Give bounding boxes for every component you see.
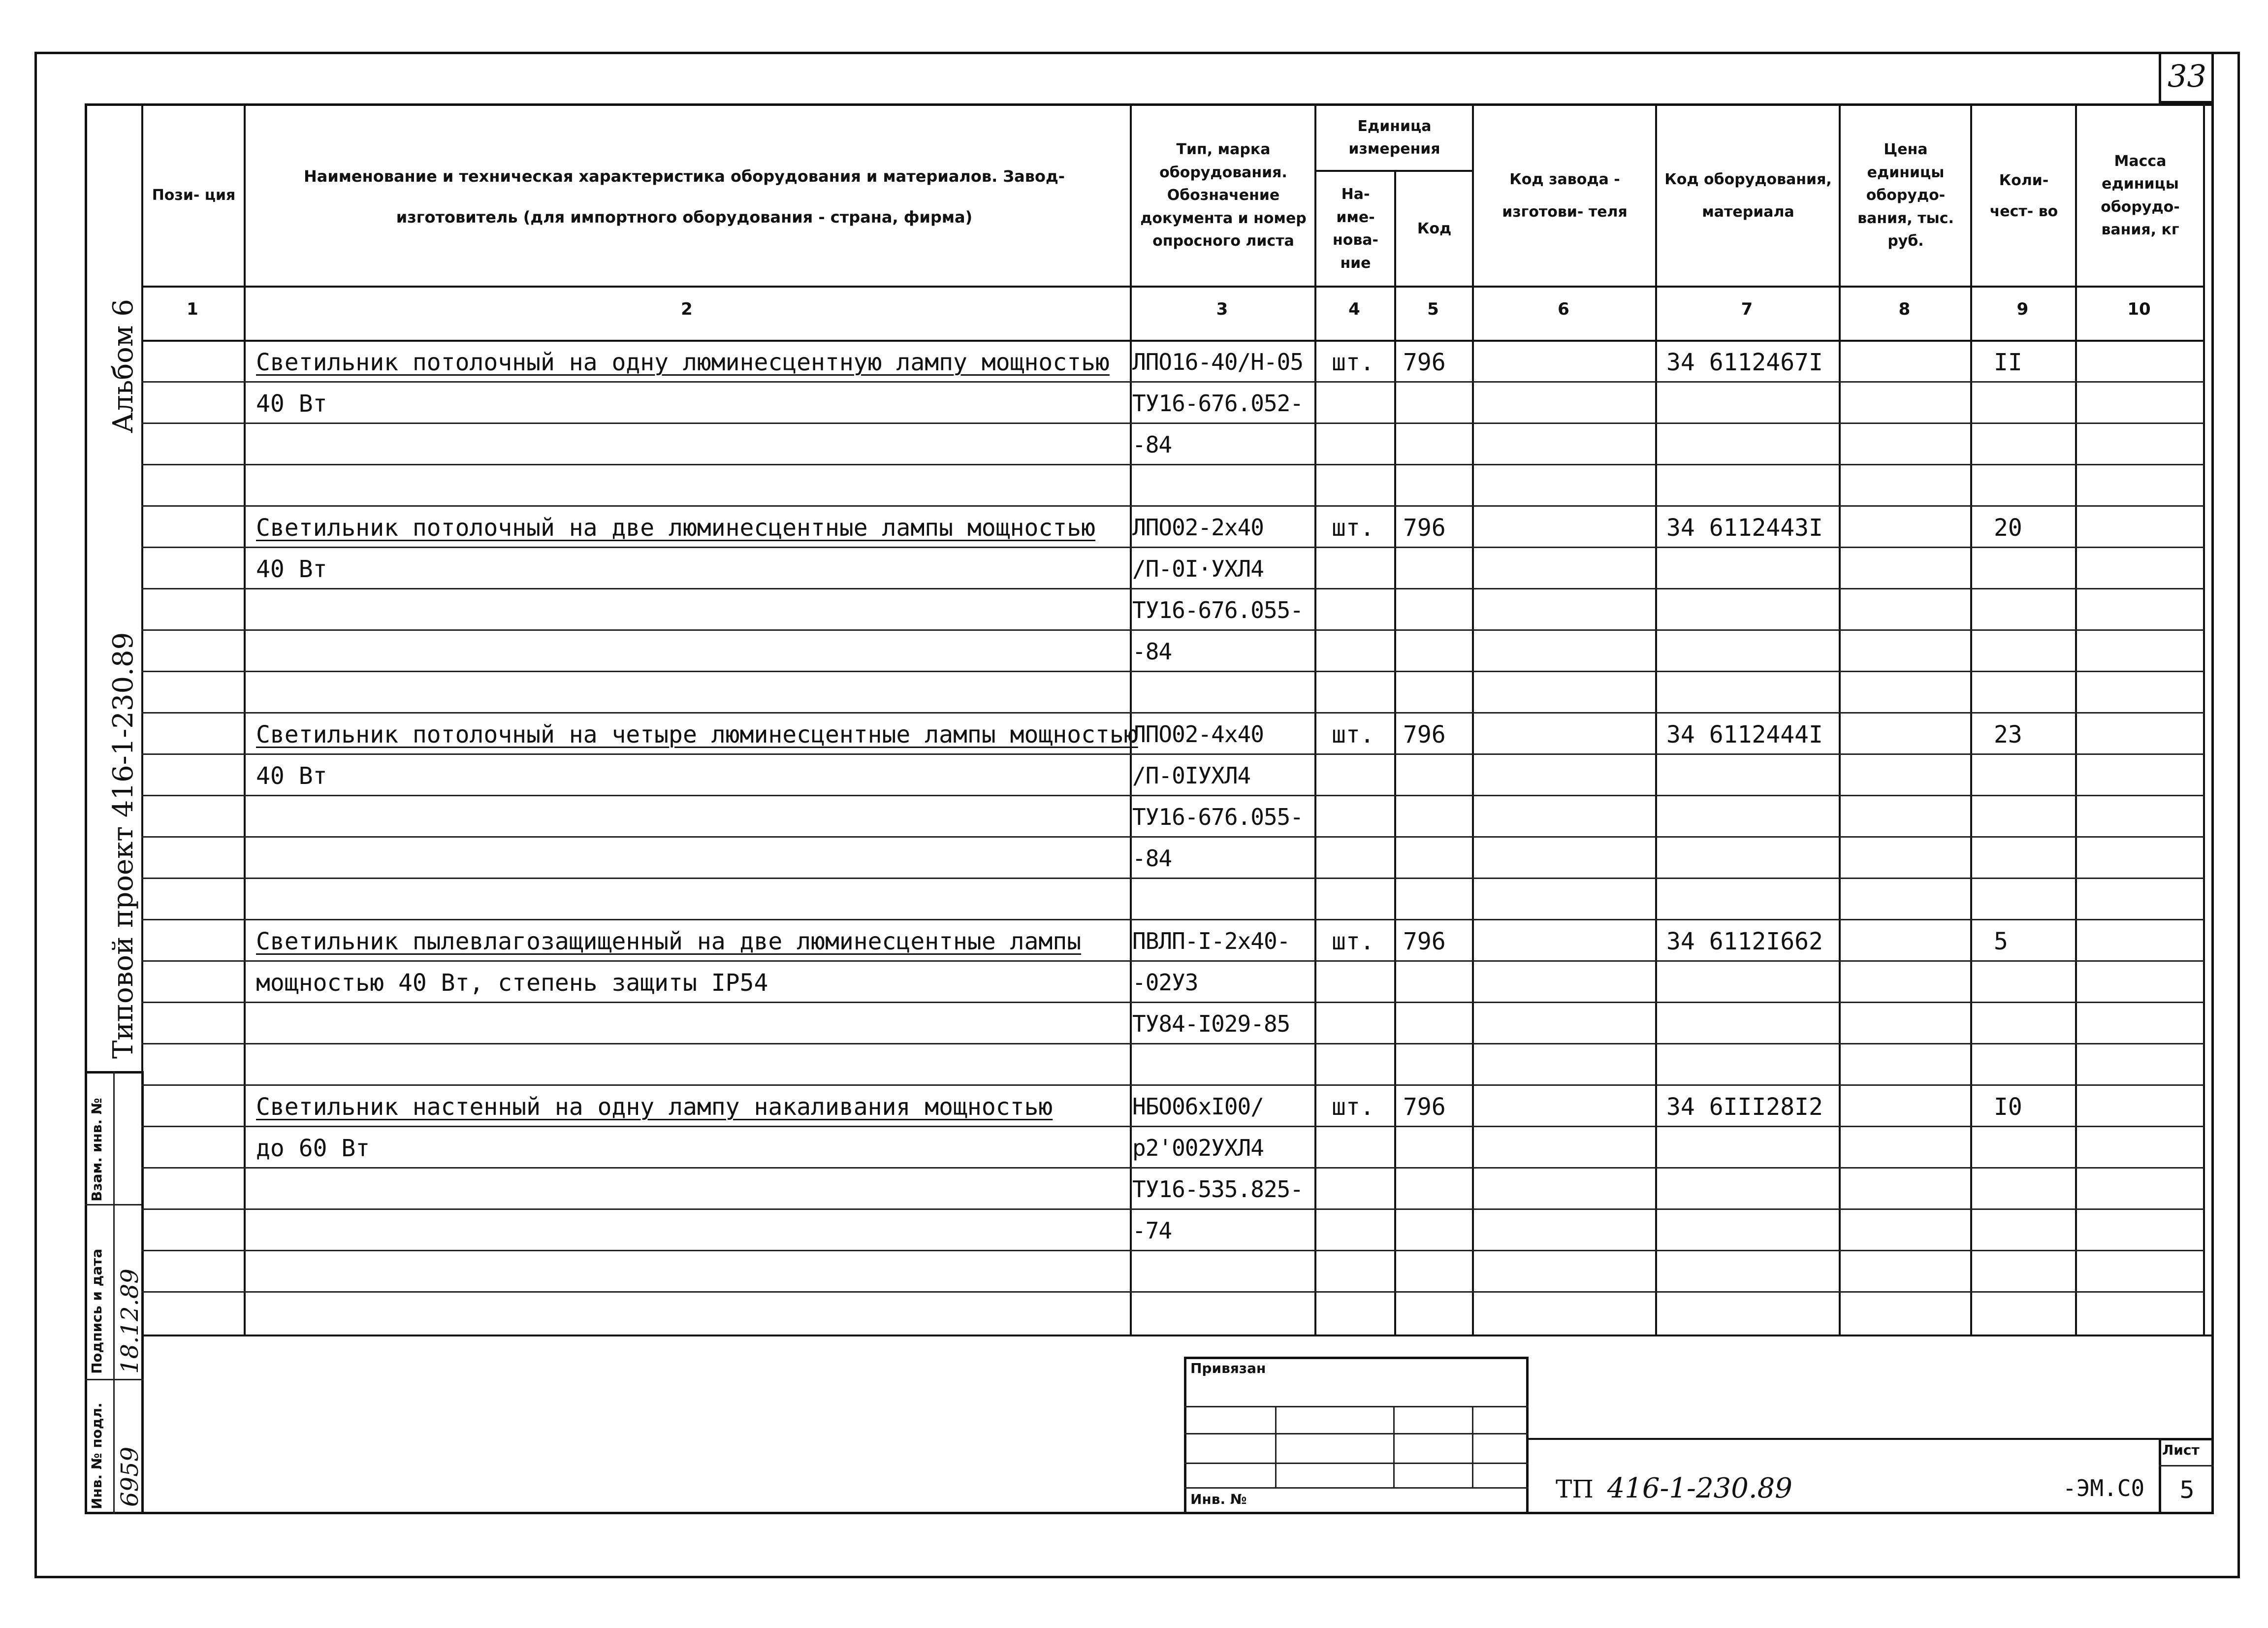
column-number: 10 (2127, 299, 2151, 319)
header-quantity: Коли- чест- во (1989, 171, 2058, 220)
item-name: Светильник настенный на одну лампу накаливания мощностью (256, 1093, 1053, 1121)
row-line (141, 878, 2204, 879)
row-line (141, 1002, 2204, 1003)
col-line-8 (1970, 103, 1972, 1335)
item-unit: шт. (1332, 514, 1374, 542)
column-number: 4 (1348, 299, 1360, 319)
privyazan-line-3 (1184, 1463, 1529, 1464)
col-line-0 (141, 103, 143, 1335)
item-name: 40 Вт (256, 555, 327, 583)
stamp-date-value: 18.12.89 (116, 1269, 144, 1374)
col-line-5 (1472, 103, 1474, 1335)
sheet-box-divider (2159, 1465, 2214, 1466)
row-line (141, 671, 2204, 672)
item-quantity: II (1994, 349, 2022, 376)
album-label: Альбом 6 (107, 299, 139, 433)
row-line (141, 423, 2204, 424)
item-type: -84 (1132, 431, 1172, 458)
row-line (141, 464, 2204, 465)
row-line (141, 836, 2204, 838)
row-line (141, 381, 2204, 383)
header-plant-code: Код завода - изготови- теля (1502, 170, 1628, 221)
item-quantity: 5 (1994, 928, 2008, 955)
row-line (141, 1126, 2204, 1127)
item-type: ТУ16-676.055- (1132, 804, 1304, 830)
item-type: -74 (1132, 1217, 1172, 1244)
privyazan-col-3 (1472, 1406, 1473, 1487)
item-name: Светильник потолочный на одну люминесцентную лампу мощностью (256, 349, 1110, 376)
col-line-4 (1394, 170, 1396, 1335)
item-name: 40 Вт (256, 762, 327, 790)
column-number: 6 (1558, 299, 1569, 319)
item-unit-code: 796 (1403, 349, 1446, 376)
project-label: Типовой проект 416-1-230.89 (107, 632, 139, 1059)
sheet-label: Лист (2162, 1442, 2200, 1458)
row-line (141, 753, 2204, 755)
item-type: ЛПО16-40/Н-05 (1132, 349, 1304, 375)
doc-code-prefix: ТП (1556, 1475, 1594, 1503)
item-unit: шт. (1332, 928, 1374, 955)
code-block-top (1529, 1438, 2214, 1440)
item-type: /П-0I·УХЛ4 (1132, 555, 1264, 582)
column-number: 7 (1741, 299, 1753, 319)
stamp-vzam-inv: Взам. инв. № (89, 1098, 105, 1202)
item-equipment-code: 34 6III28I2 (1666, 1093, 1823, 1121)
column-number: 5 (1427, 299, 1439, 319)
privyazan-col-1 (1275, 1406, 1277, 1487)
inv-no-label: Инв. № (1190, 1491, 1247, 1507)
row-line (141, 629, 2204, 631)
header-unit-name: На- име- нова- ние (1332, 186, 1379, 272)
header-position: Пози- ция (152, 187, 236, 204)
column-number: 8 (1898, 299, 1911, 319)
col-line-10 (2203, 103, 2205, 1335)
item-unit: шт. (1332, 349, 1374, 376)
col-line-9 (2075, 103, 2077, 1335)
row-line (141, 919, 2204, 920)
header-type: Тип, марка оборудования. Обозначение документа и номер опросного листа (1140, 141, 1307, 250)
row-line (141, 547, 2204, 548)
header-equipment-code: Код оборудования, материала (1664, 170, 1832, 221)
header-price: Цена единицы оборудо- вания, тыс. руб. (1857, 141, 1954, 250)
privyazan-line-1 (1184, 1406, 1529, 1407)
item-type: ЛПО02-4х40 (1132, 721, 1264, 748)
item-unit-code: 796 (1403, 928, 1446, 955)
column-number: 3 (1216, 299, 1228, 319)
privyazan-line-2 (1184, 1433, 1529, 1434)
item-unit-code: 796 (1403, 514, 1446, 542)
row-line (141, 795, 2204, 796)
item-equipment-code: 34 6112I662 (1666, 928, 1823, 955)
item-name: 40 Вт (256, 390, 327, 418)
row-line (141, 1291, 2204, 1293)
item-quantity: 23 (1994, 721, 2022, 749)
stamp-inv-value: 6959 (116, 1446, 144, 1507)
item-type: -02У3 (1132, 969, 1198, 996)
privyazan-label: Привязан (1190, 1360, 1266, 1376)
item-name: мощностью 40 Вт, степень защиты IP54 (256, 969, 768, 997)
item-type: ТУ16-676.055- (1132, 597, 1304, 623)
col-line-6 (1655, 103, 1657, 1335)
column-number: 2 (681, 299, 693, 319)
privyazan-col-2 (1393, 1406, 1395, 1487)
colnum-bottom-line (141, 340, 2204, 342)
row-line (141, 712, 2204, 714)
side-stamp-divider (113, 1071, 115, 1514)
item-type: -84 (1132, 845, 1172, 872)
item-type: /П-0IУХЛ4 (1132, 762, 1251, 789)
table-bottom-line (141, 1335, 2214, 1336)
header-sub-line (1314, 170, 1472, 172)
item-type: ЛПО02-2х40 (1132, 514, 1264, 541)
item-unit-code: 796 (1403, 1093, 1446, 1121)
item-name: Светильник потолочный на две люминесцентные лампы мощностью (256, 514, 1096, 542)
item-equipment-code: 34 6112444I (1666, 721, 1823, 749)
row-line (141, 960, 2204, 962)
item-type: ТУ16-535.825- (1132, 1176, 1304, 1203)
row-line (141, 588, 2204, 589)
stamp-podpis-data: Подпись и дата (89, 1248, 105, 1374)
row-line (141, 1250, 2204, 1251)
item-type: ПВЛП-I-2х40- (1132, 928, 1290, 954)
column-number: 9 (2016, 299, 2029, 319)
row-line (141, 1167, 2204, 1169)
row-line (141, 505, 2204, 507)
item-unit-code: 796 (1403, 721, 1446, 749)
header-name: Наименование и техническая характеристика оборудования и материалов. Завод-изготовитель (для импортного оборудования - страна, фирма) (303, 166, 1065, 227)
row-line (141, 1043, 2204, 1044)
sheet-number: 5 (2179, 1476, 2195, 1504)
header-unit-code: Код (1417, 220, 1452, 237)
row-line (141, 1208, 2204, 1210)
page-number: 33 (2168, 58, 2206, 94)
item-quantity: I0 (1994, 1093, 2022, 1121)
col-line-7 (1839, 103, 1841, 1335)
item-unit: шт. (1332, 1093, 1374, 1121)
item-type: р2'002УХЛ4 (1132, 1135, 1264, 1161)
col-line-1 (244, 103, 246, 1335)
privyazan-box (1184, 1357, 1529, 1514)
doc-suffix: -ЭМ.С0 (2063, 1475, 2145, 1501)
doc-code (1556, 1472, 1792, 1504)
item-unit: шт. (1332, 721, 1374, 749)
column-number: 1 (187, 299, 198, 319)
item-equipment-code: 34 6112467I (1666, 349, 1823, 376)
item-type: ТУ84-I029-85 (1132, 1010, 1290, 1037)
item-name: Светильник пылевлагозащищенный на две люминесцентные лампы (256, 928, 1082, 955)
side-stamp-line-1 (85, 1204, 144, 1205)
col-line-2 (1130, 103, 1132, 1335)
col-line-3 (1314, 103, 1316, 1335)
item-name: до 60 Вт (256, 1135, 370, 1162)
doc-code-number: 416-1-230.89 (1607, 1472, 1792, 1504)
item-type: ТУ16-676.052- (1132, 390, 1304, 417)
row-line (141, 1084, 2204, 1086)
header-mass: Масса единицы оборудо- вания, кг (2101, 152, 2180, 238)
privyazan-line-4 (1184, 1487, 1529, 1489)
header-unit: Единица измерения (1348, 117, 1440, 158)
header-bottom-line (141, 286, 2204, 288)
item-equipment-code: 34 6112443I (1666, 514, 1823, 542)
item-type: НБО06хI00/ (1132, 1093, 1264, 1120)
side-stamp-line-2 (85, 1379, 144, 1380)
item-name: Светильник потолочный на четыре люминесцентные лампы мощностью (256, 721, 1138, 749)
item-type: -84 (1132, 638, 1172, 665)
stamp-inv-podl: Инв. № подл. (89, 1402, 105, 1509)
item-quantity: 20 (1994, 514, 2022, 542)
